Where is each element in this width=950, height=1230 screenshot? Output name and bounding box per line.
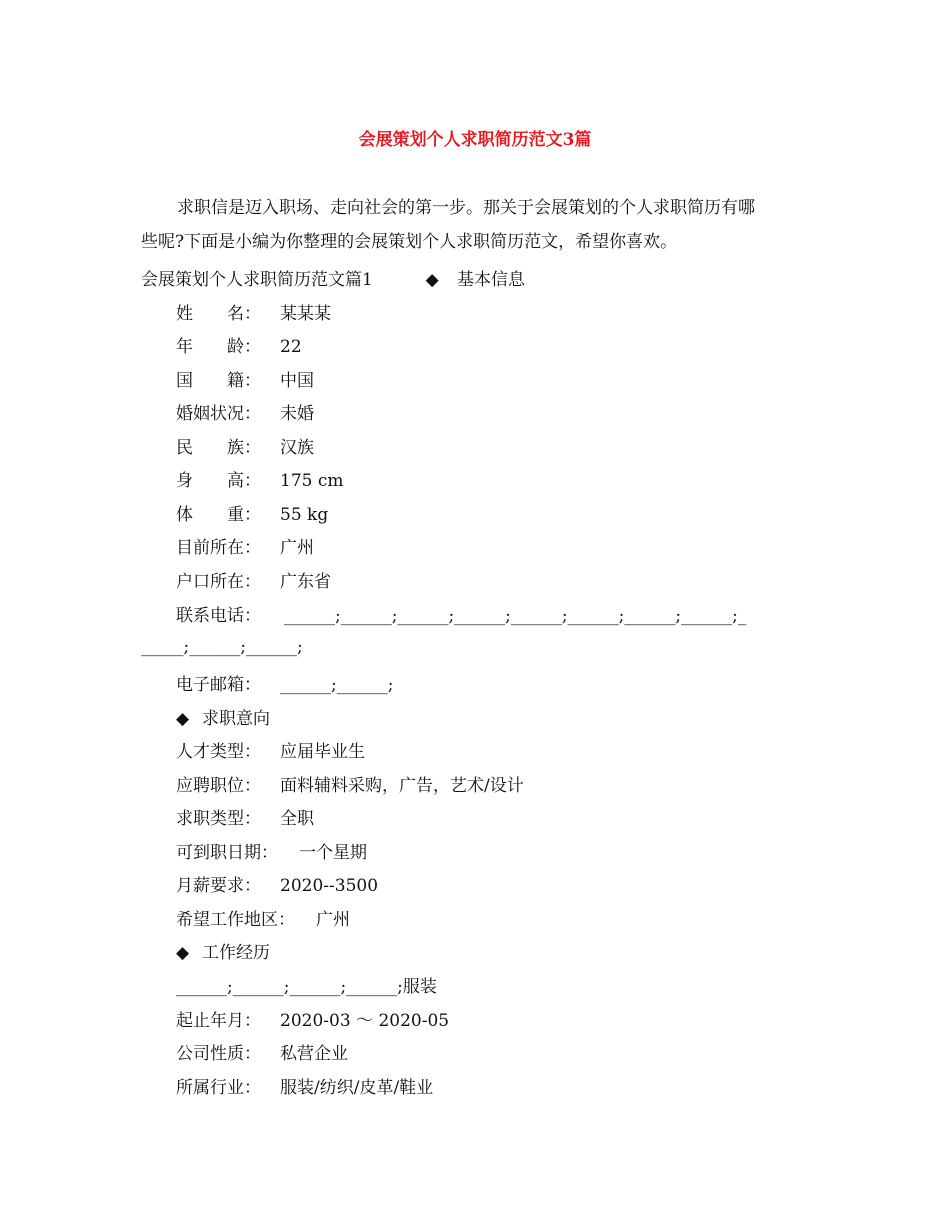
info-row — [176, 433, 314, 458]
field-label: 起止年月： — [176, 1011, 261, 1031]
field-label: 可到职日期： — [176, 843, 278, 863]
field-value: 全职 — [280, 809, 314, 829]
info-row — [176, 771, 524, 796]
field-value: 一个星期 — [299, 843, 367, 863]
info-row — [176, 1006, 449, 1031]
field-value: 服装/纺织/皮革/鞋业 — [280, 1078, 434, 1098]
field-value: 广东省 — [280, 572, 331, 592]
section-work-experience — [176, 938, 270, 963]
field-value: 广州 — [316, 910, 350, 930]
field-label: 应聘职位： — [176, 776, 261, 796]
diamond-bullet-icon: ◆ — [425, 270, 439, 290]
field-value: 广州 — [280, 538, 314, 558]
field-label: 姓 名： — [176, 304, 261, 324]
field-label: 身 高： — [176, 471, 261, 491]
field-value: 中国 — [280, 371, 314, 391]
field-label: 目前所在： — [176, 538, 261, 558]
info-row — [176, 905, 350, 930]
field-label: 希望工作地区： — [176, 910, 295, 930]
email-row — [176, 670, 393, 695]
field-label: 民 族： — [176, 438, 261, 458]
info-row — [176, 466, 344, 491]
intro-line-2: 些呢?下面是小编为你整理的会展策划个人求职简历范文，希望你喜欢。 — [141, 232, 678, 252]
field-value: 面料辅料采购，广告，艺术/设计 — [280, 776, 524, 796]
resume-title: 会展策划个人求职简历范文篇1 — [141, 270, 373, 290]
diamond-bullet-icon: ◆ — [176, 943, 190, 963]
info-row — [176, 399, 314, 424]
field-value: 175 cm — [280, 471, 344, 491]
field-value: 汉族 — [280, 438, 314, 458]
field-value: 应届毕业生 — [280, 742, 365, 762]
resume-heading-line — [141, 265, 525, 290]
field-value: 某某某 — [280, 304, 331, 324]
field-value: 55 kg — [280, 505, 329, 525]
section-heading-job-intent: 求职意向 — [202, 709, 270, 729]
phone-row — [176, 601, 746, 626]
phone-label: 联系电话： — [176, 606, 261, 626]
field-label: 所属行业： — [176, 1078, 261, 1098]
info-row — [176, 737, 365, 762]
info-row — [176, 567, 331, 592]
info-row — [176, 366, 314, 391]
company-row — [176, 972, 437, 997]
section-job-intent — [176, 704, 270, 729]
field-value: 私营企业 — [280, 1044, 348, 1064]
document-title: 会展策划个人求职简历范文3篇 — [358, 130, 592, 150]
intro-line-1: 求职信是迈入职场、走向社会的第一步。那关于会展策划的个人求职简历有哪 — [177, 198, 755, 218]
info-row — [176, 838, 367, 863]
intro-paragraph — [141, 191, 821, 259]
field-label: 婚姻状况： — [176, 404, 261, 424]
email-label: 电子邮箱： — [176, 675, 261, 695]
field-label: 求职类型： — [176, 809, 261, 829]
info-row — [176, 533, 314, 558]
section-heading-basic-info: 基本信息 — [457, 270, 526, 290]
field-value: 2020--3500 — [280, 876, 379, 896]
info-row — [176, 500, 328, 525]
email-value: ______;______; — [280, 675, 394, 695]
field-label: 月薪要求： — [176, 876, 261, 896]
phone-value: ______;______;______;______;______;______;______;______;_ — [284, 606, 747, 626]
info-row — [176, 1039, 348, 1064]
field-value: 2020-03 ～ 2020-05 — [280, 1011, 450, 1031]
info-row — [176, 1073, 433, 1098]
field-label: 年 龄： — [176, 337, 261, 357]
diamond-bullet-icon: ◆ — [176, 709, 190, 729]
field-value: 未婚 — [280, 404, 314, 424]
info-row — [176, 332, 302, 357]
field-label: 人才类型： — [176, 742, 261, 762]
field-label: 体 重： — [176, 505, 261, 525]
field-label: 户口所在： — [176, 572, 261, 592]
info-row — [176, 299, 331, 324]
phone-row-continued — [141, 637, 303, 657]
info-row — [176, 871, 378, 896]
phone-value-continued: _____;______;______; — [141, 637, 303, 657]
field-label: 公司性质： — [176, 1044, 261, 1064]
section-heading-work: 工作经历 — [202, 943, 270, 963]
info-row — [176, 804, 314, 829]
field-value: 22 — [280, 337, 302, 357]
company-value: ______;______;______;______;服装 — [176, 977, 437, 997]
field-label: 国 籍： — [176, 371, 261, 391]
